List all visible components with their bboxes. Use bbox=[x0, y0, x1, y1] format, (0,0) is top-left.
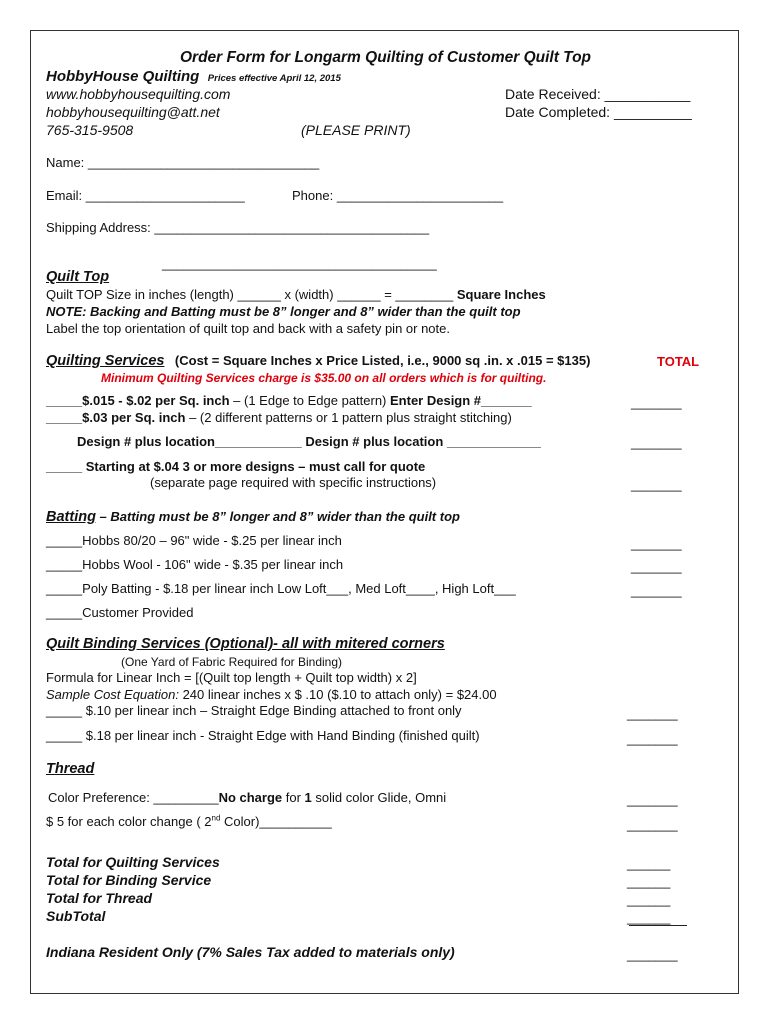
shipping-address-line2[interactable]: ______________________________________ bbox=[162, 256, 437, 271]
batting-option-hobbs-8020[interactable]: _____Hobbs 80/20 – 96" wide - $.25 per linear inch bbox=[46, 533, 342, 548]
batting-option-customer-provided[interactable]: _____Customer Provided bbox=[46, 605, 194, 620]
binding-option-front[interactable]: _____ $.10 per linear inch – Straight Edge Binding attached to front only bbox=[46, 703, 462, 718]
quilt-top-note: NOTE: Backing and Batting must be 8” longer and 8” wider than the quilt top bbox=[46, 304, 521, 319]
indiana-tax-blank[interactable]: _______ bbox=[627, 947, 678, 962]
sample-equation-label: Sample Cost Equation: bbox=[46, 687, 179, 702]
indiana-tax-label: Indiana Resident Only (7% Sales Tax added to materials only) bbox=[46, 944, 455, 960]
for-text: for bbox=[282, 790, 305, 805]
order-form-page bbox=[30, 30, 739, 994]
shipping-address-field[interactable]: Shipping Address: ______________________________________ bbox=[46, 220, 430, 235]
batting-option-hobbs-wool[interactable]: _____Hobbs Wool - 106" wide - $.35 per linear inch bbox=[46, 557, 344, 572]
sample-equation-value: 240 linear inches x $ .10 ($.10 to attach only) = $24.00 bbox=[178, 687, 497, 702]
company-website[interactable]: www.hobbyhousequilting.com bbox=[46, 86, 231, 102]
edge-to-edge-desc: – (1 Edge to Edge pattern) bbox=[229, 393, 390, 408]
quilting-total-blank-1[interactable]: _______ bbox=[631, 395, 682, 410]
design-location-fields[interactable]: Design # plus location____________ Design # plus location _____________ bbox=[77, 434, 541, 449]
prices-effective: Prices effective April 12, 2015 bbox=[207, 73, 341, 84]
thread-color-change[interactable] bbox=[46, 814, 332, 829]
email-field[interactable]: Email: ______________________ bbox=[46, 188, 245, 203]
batting-total-blank-1[interactable]: _______ bbox=[631, 536, 682, 551]
quilting-services-header bbox=[46, 352, 590, 370]
label-orientation-note: Label the top orientation of quilt top and back with a safety pin or note. bbox=[46, 321, 450, 336]
phone-field[interactable]: Phone: _______________________ bbox=[292, 188, 504, 203]
binding-heading: Quilt Binding Services (Optional)- all with mitered corners bbox=[46, 636, 445, 652]
subtotal-label: SubTotal bbox=[46, 908, 106, 924]
batting-note: – Batting must be 8” longer and 8” wider than the quilt top bbox=[95, 509, 460, 524]
total-binding-blank[interactable]: ______ bbox=[627, 874, 671, 889]
total-quilting-label: Total for Quilting Services bbox=[46, 854, 220, 870]
total-quilting-blank[interactable]: ______ bbox=[627, 856, 671, 871]
company-phone: 765-315-9508 bbox=[46, 122, 134, 138]
quilting-services-heading: Quilting Services bbox=[46, 353, 165, 369]
solid-color-text: solid color Glide, Omni bbox=[311, 790, 447, 805]
batting-total-blank-3[interactable]: _______ bbox=[631, 583, 682, 598]
no-charge-label: No charge bbox=[218, 790, 283, 805]
binding-total-blank-2[interactable]: _______ bbox=[627, 731, 678, 746]
total-column-label: TOTAL bbox=[657, 354, 700, 369]
form-title: Order Form for Longarm Quilting of Customer Quilt Top bbox=[179, 49, 592, 66]
binding-option-hand[interactable]: _____ $.18 per linear inch - Straight Edge with Hand Binding (finished quilt) bbox=[46, 728, 480, 743]
batting-option-poly[interactable]: _____Poly Batting - $.18 per linear inch Low Loft___, Med Loft____, High Loft___ bbox=[46, 581, 516, 596]
subtotal-underline bbox=[629, 925, 687, 926]
company-line bbox=[46, 68, 341, 86]
thread-total-blank-2[interactable]: _______ bbox=[627, 817, 678, 832]
quilting-total-blank-2[interactable]: _______ bbox=[631, 435, 682, 450]
total-thread-blank[interactable]: ______ bbox=[627, 892, 671, 907]
second-color-field[interactable]: Color)__________ bbox=[220, 814, 332, 829]
batting-header bbox=[46, 508, 460, 526]
one-count: 1 bbox=[304, 790, 312, 805]
quilting-cost-note: (Cost = Square Inches x Price Listed, i.e., 9000 sq .in. x .015 = $135) bbox=[174, 353, 591, 368]
quilt-size-fields[interactable]: Quilt TOP Size in inches (length) ______ x (width) ______ = ________ bbox=[46, 287, 454, 302]
quilting-option-two-patterns[interactable] bbox=[46, 410, 512, 425]
binding-sample-equation bbox=[46, 687, 497, 702]
ordinal-suffix: nd bbox=[211, 813, 221, 823]
square-inches-label: Square Inches bbox=[456, 287, 546, 302]
company-name: HobbyHouse Quilting bbox=[46, 68, 200, 85]
subtotal-blank[interactable]: ______ bbox=[627, 910, 671, 925]
quilting-option-edge-to-edge[interactable] bbox=[46, 393, 532, 408]
name-field[interactable]: Name: ________________________________ bbox=[46, 155, 320, 170]
thread-color-preference[interactable] bbox=[48, 790, 446, 805]
color-preference-field[interactable]: Color Preference: _________ bbox=[48, 790, 219, 805]
thread-total-blank-1[interactable]: _______ bbox=[627, 792, 678, 807]
please-print-note: (PLEASE PRINT) bbox=[301, 122, 411, 138]
batting-total-blank-2[interactable]: _______ bbox=[631, 559, 682, 574]
company-email[interactable]: hobbyhousequilting@att.net bbox=[46, 104, 220, 120]
total-thread-label: Total for Thread bbox=[46, 890, 153, 906]
date-completed-field[interactable]: Date Completed: __________ bbox=[505, 104, 692, 120]
batting-heading: Batting bbox=[46, 509, 96, 525]
thread-heading: Thread bbox=[46, 761, 95, 777]
minimum-charge-note: Minimum Quilting Services charge is $35.00 on all orders which is for quilting. bbox=[101, 371, 547, 385]
edge-to-edge-price[interactable]: _____$.015 - $.02 per Sq. inch bbox=[46, 393, 230, 408]
two-patterns-price[interactable]: _____$.03 per Sq. inch bbox=[46, 410, 186, 425]
quilt-top-heading: Quilt Top bbox=[46, 269, 110, 285]
total-binding-label: Total for Binding Service bbox=[46, 872, 212, 888]
design-number-field[interactable]: Enter Design #_______ bbox=[390, 393, 532, 408]
two-patterns-desc: – (2 different patterns or 1 pattern plus straight stitching) bbox=[185, 410, 512, 425]
quilting-total-blank-3[interactable]: _______ bbox=[631, 477, 682, 492]
quilting-option-three-designs[interactable]: _____ Starting at $.04 3 or more designs – must call for quote bbox=[46, 459, 426, 474]
quilt-size-line[interactable] bbox=[46, 287, 546, 302]
separate-page-note: (separate page required with specific instructions) bbox=[150, 475, 437, 490]
binding-total-blank-1[interactable]: _______ bbox=[627, 706, 678, 721]
color-change-price: $ 5 for each color change ( 2 bbox=[46, 814, 212, 829]
binding-fabric-note: (One Yard of Fabric Required for Binding) bbox=[121, 655, 342, 669]
binding-formula: Formula for Linear Inch = [(Quilt top length + Quilt top width) x 2] bbox=[46, 670, 417, 685]
date-received-field[interactable]: Date Received: ___________ bbox=[505, 86, 691, 102]
